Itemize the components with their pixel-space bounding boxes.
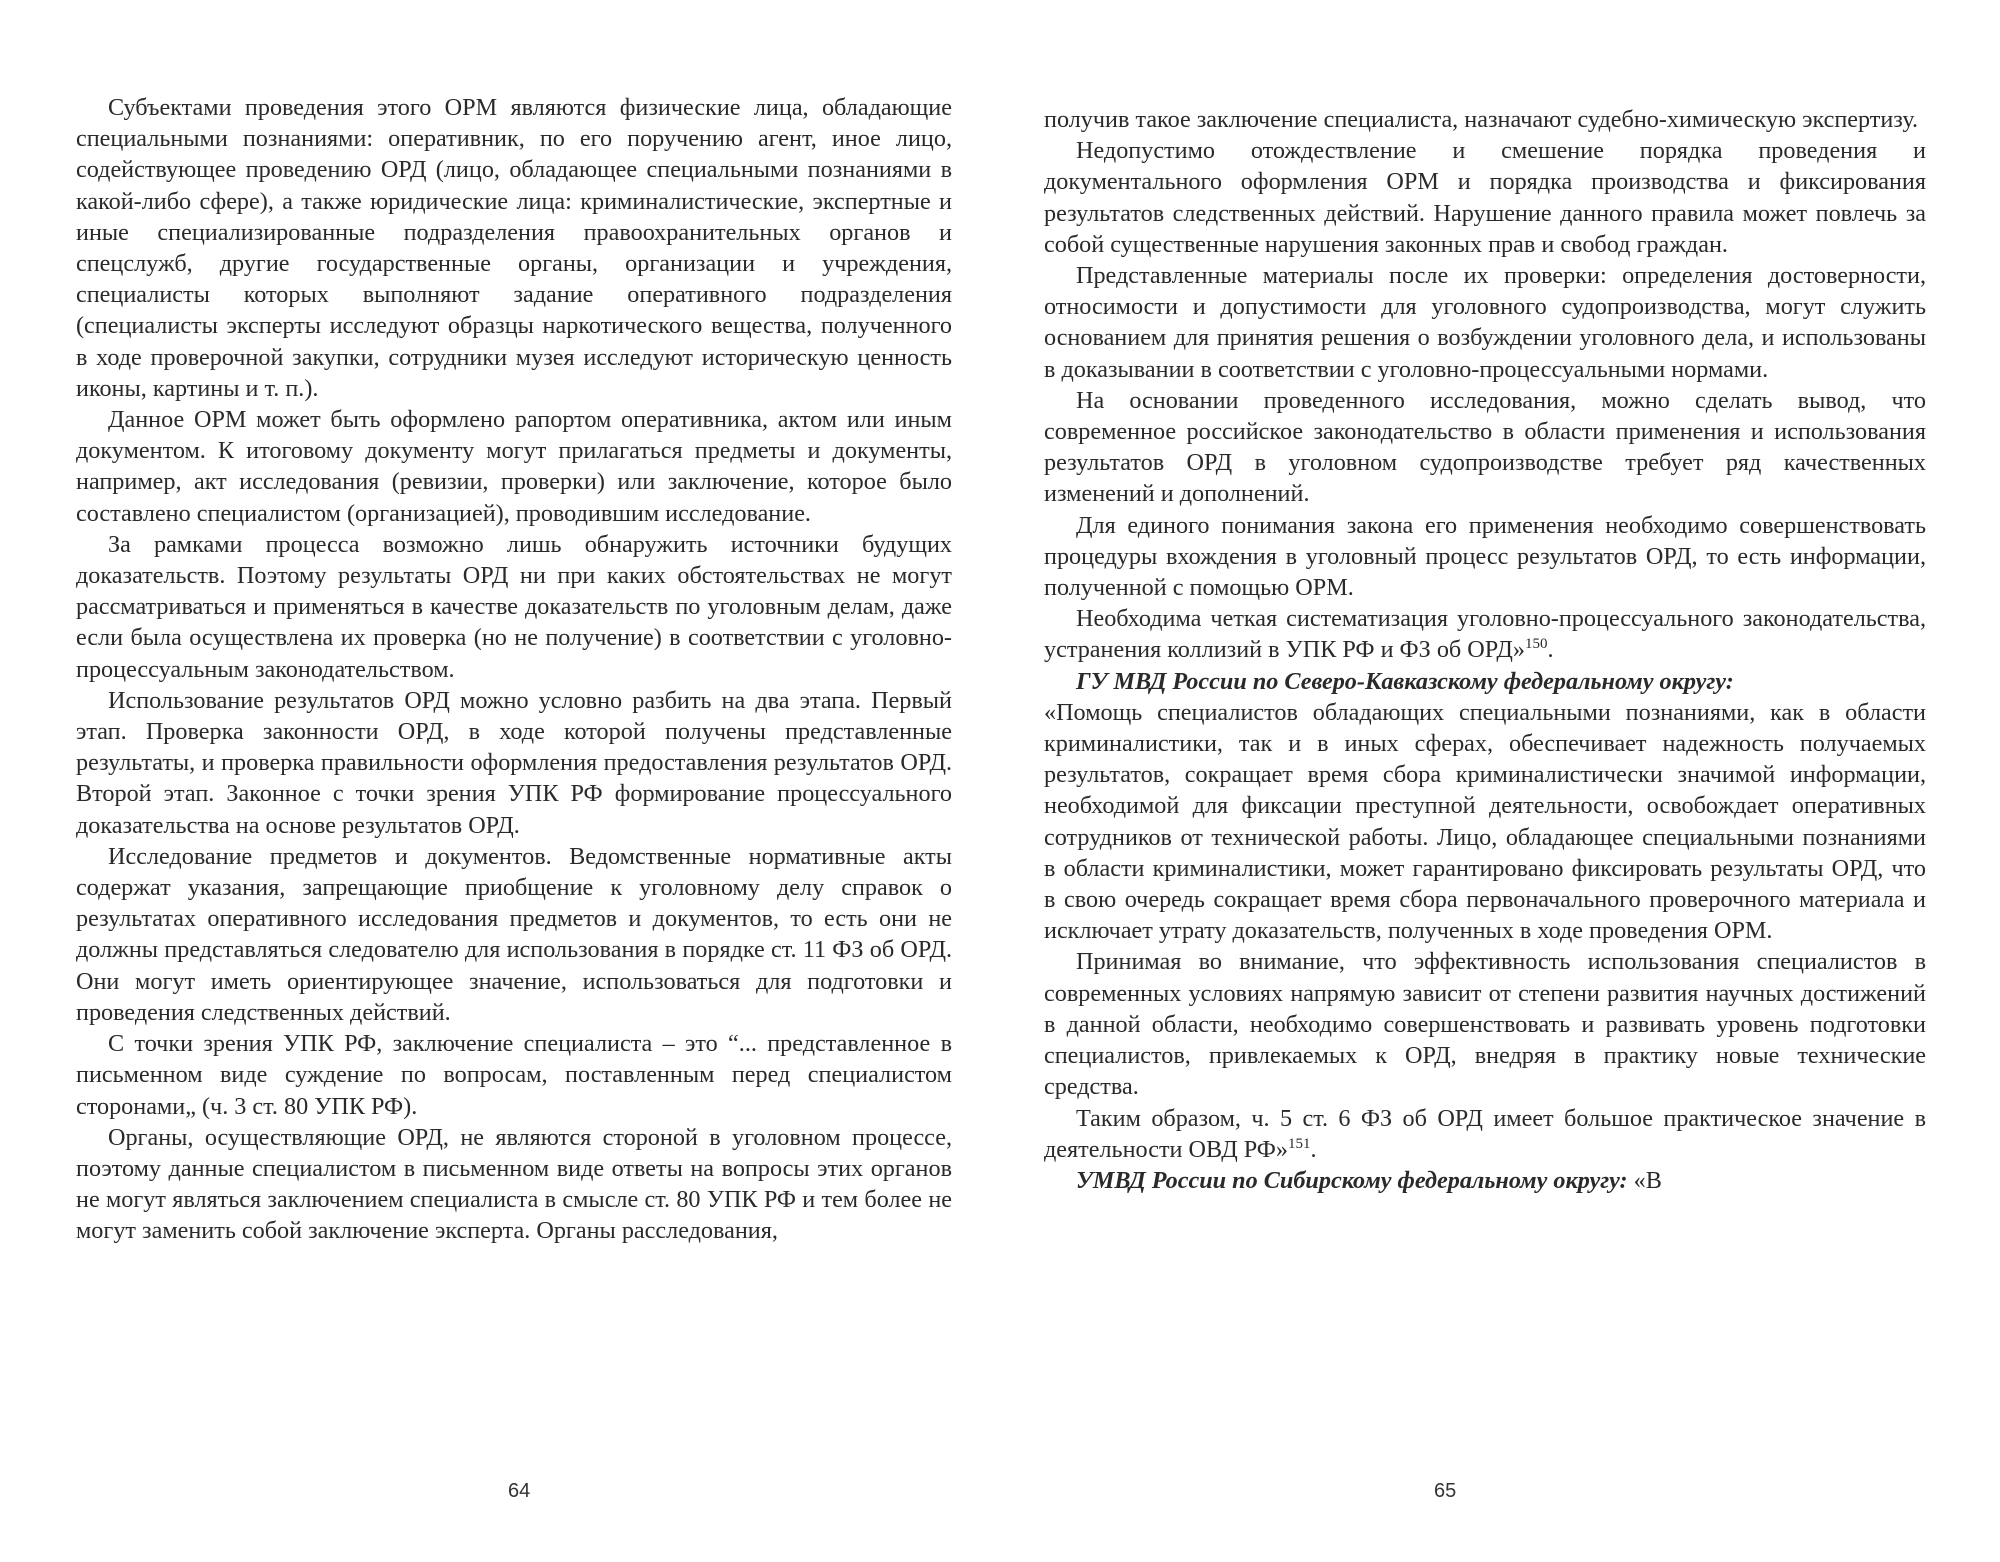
- paragraph-text: «В: [1633, 1166, 1662, 1194]
- paragraph: С точки зрения УПК РФ, заключение специалиста – это “... представленное в письменном виде суждение по вопросам, поставленным перед специалистом сторонами„ (ч. 3 ст. 80 УПК РФ).: [76, 1030, 952, 1120]
- paragraph: Субъектами проведения этого ОРМ являются физические лица, обладающие специальными познаниями: оперативник, по его поручению агент, иное лицо, содействующее проведению ОРД (лицо, обладающее специальными познаниями в какой-либо сфере), а также юридические лица: криминалистические, экспертные и иные специализированные подразделения правоохранительных органов и спецслужб, другие государственные органы, организации и учреждения, специалисты которых выполняют задание оперативного подразделения (специалисты эксперты исследуют образцы наркотического вещества, полученного в ходе проверочной закупки, сотрудники музея исследуют историческую ценность иконы, картины и т. п.).: [76, 94, 952, 402]
- paragraph: За рамками процесса возможно лишь обнаружить источники будущих доказательств. Поэтому результаты ОРД ни при каких обстоятельствах не могут рассматриваться и применяться в качестве доказательств по уголовным делам, даже если была осуществлена их проверка (но не получение) в соответствии с уголовно-процессуальным законодательством.: [76, 530, 952, 683]
- section-heading-line: [1044, 1165, 1926, 1196]
- paragraph-end: .: [1310, 1135, 1317, 1163]
- paragraph: Для единого понимания закона его применения необходимо совершенствовать процедуры вхождения в уголовный процесс результатов ОРД, то есть информации, полученной с помощью ОРМ.: [1044, 511, 1926, 602]
- paragraph: Органы, осуществляющие ОРД, не являются стороной в уголовном процессе, поэтому данные специалистом в письменном виде ответы на вопросы этих органов не могут являться заключением специалиста в смысле ст. 80 УПК РФ и тем более не могут заменить собой заключение эксперта. Органы расследования,: [76, 1123, 952, 1245]
- right-page: [1000, 0, 2000, 1562]
- footnote-ref: 150: [1524, 636, 1548, 653]
- right-text-column: [1044, 104, 1926, 1196]
- paragraph: Принимая во внимание, что эффективность использования специалистов в современных условиях напрямую зависит от степени развития научных достижений в данной области, необходимо совершенствовать и развивать уровень подготовки специалистов, привлекаемых к ОРД, внедряя в практику новые технические средства.: [1044, 948, 1926, 1101]
- page-number-right: 65: [1434, 1480, 1457, 1502]
- paragraph: Представленные материалы после их проверки: определения достоверности, относимости и допустимости для уголовного судопроизводства, могут служить основанием для принятия решения о возбуждении уголовного дела, и использованы в доказывании в соответствии с уголовно-процессуальными нормами.: [1044, 262, 1926, 383]
- paragraph: Данное ОРМ может быть оформлено рапортом оперативника, актом или иным документом. К итоговому документу могут прилагаться предметы и документы, например, акт исследования (ревизии, проверки) или заключение, которое было составлено специалистом (организацией), проводившим исследование.: [76, 406, 952, 527]
- paragraph: [1044, 1103, 1926, 1165]
- footnote-ref: 151: [1287, 1135, 1311, 1152]
- paragraph: «Помощь специалистов обладающих специальными познаниями, как в области криминалистики, так и в иных сферах, обеспечивает надежность получаемых результатов, сокращает время сбора криминалистически значимой информации, необходимой для фиксации преступной деятельности, освобождает оперативных сотрудников от технической работы. Лицо, обладающее специальными познаниями в области криминалистики, может гарантировано фиксировать результаты ОРД, что в свою очередь сокращает время сбора первоначального проверочного материала и исключает утрату доказательств, полученных в ходе проведения ОРМ.: [1044, 698, 1926, 945]
- paragraph: Исследование предметов и документов. Ведомственные нормативные акты содержат указания, запрещающие приобщение к уголовному делу справок о результатах оперативного исследования предметов и документов, то есть они не должны представляться следователю для использования в порядке ст. 11 ФЗ об ОРД. Они могут иметь ориентирующее значение, использоваться для подготовки и проведения следственных действий.: [76, 842, 952, 1026]
- section-heading: ГУ МВД России по Северо-Кавказскому федеральному округу:: [1076, 667, 1734, 695]
- paragraph: На основании проведенного исследования, можно сделать вывод, что современное российское законодательство в области применения и использования результатов ОРД в уголовном судопроизводстве требует ряд качественных изменений и дополнений.: [1044, 386, 1926, 508]
- paragraph-text: Необходима четкая систематизация уголовно-процессуального законодательства, устранения коллизий в УПК РФ и ФЗ об ОРД»: [1044, 605, 1926, 664]
- paragraph-continued: получив такое заключение специалиста, назначают судебно-химическую экспертизу.: [1044, 106, 1919, 133]
- paragraph: Недопустимо отождествление и смешение порядка проведения и документального оформления ОРМ и порядка производства и фиксирования результатов следственных действий. Нарушение данного правила может повлечь за собой существенные нарушения законных прав и свобод граждан.: [1044, 137, 1926, 258]
- paragraph-text: Таким образом, ч. 5 ст. 6 ФЗ об ОРД имеет большое практическое значение в деятельности ОВД РФ»: [1044, 1104, 1926, 1163]
- paragraph: [1044, 603, 1926, 665]
- left-text-column: [76, 92, 952, 1247]
- page-number-left: 64: [508, 1480, 531, 1502]
- section-heading: УМВД России по Сибирскому федеральному округу:: [1076, 1166, 1628, 1194]
- paragraph: Использование результатов ОРД можно условно разбить на два этапа. Первый этап. Проверка законности ОРД, в ходе которой получены представленные результаты, и проверка правильности оформления предоставления результатов ОРД. Второй этап. Законное с точки зрения УПК РФ формирование процессуального доказательства на основе результатов ОРД.: [76, 686, 952, 839]
- paragraph-end: .: [1547, 636, 1554, 664]
